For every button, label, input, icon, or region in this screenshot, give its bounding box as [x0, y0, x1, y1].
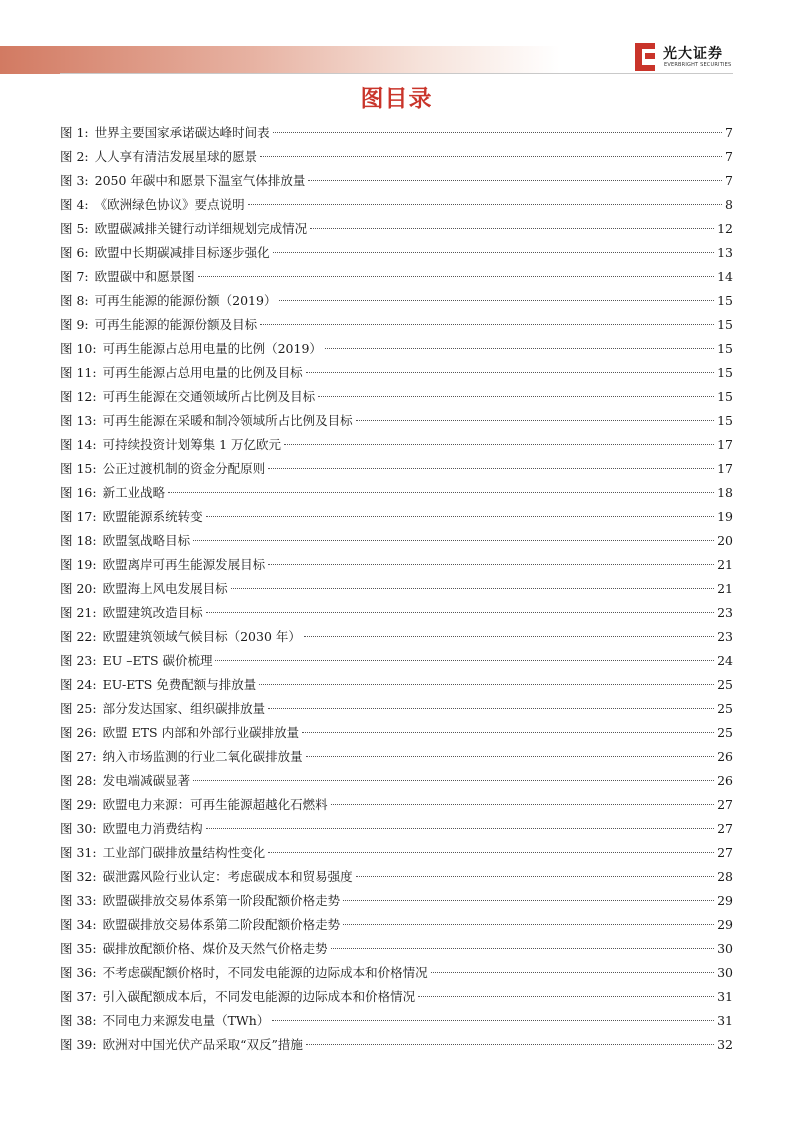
- toc-entry-label: [60, 817, 203, 841]
- brand-subtitle: EVERBRIGHT SECURITIES: [664, 62, 732, 68]
- toc-entry[interactable]: [60, 817, 733, 841]
- toc-page-number: 24: [717, 653, 733, 668]
- toc-figure-caption: 不考虑碳配额价格时，不同发电能源的边际成本和价格情况: [102, 965, 428, 980]
- toc-entry-label: [60, 241, 270, 265]
- toc-figure-number: 图 15:: [60, 461, 97, 476]
- toc-figure-caption: 欧盟碳排放交易体系第一阶段配额价格走势: [102, 893, 341, 908]
- toc-entry[interactable]: [60, 961, 733, 985]
- toc-figure-caption: 欧盟 ETS 内部和外部行业碳排放量: [102, 725, 300, 740]
- toc-figure-number: 图 33:: [60, 893, 97, 908]
- toc-entry[interactable]: [60, 673, 733, 697]
- toc-page-number: 17: [717, 461, 733, 476]
- toc-entry[interactable]: [60, 313, 733, 337]
- toc-leader-dots: [356, 876, 714, 877]
- toc-figure-number: 图 30:: [60, 821, 97, 836]
- toc-page-number: 26: [717, 749, 733, 764]
- toc-entry[interactable]: [60, 913, 733, 937]
- toc-leader-dots: [356, 420, 714, 421]
- toc-figure-number: 图 21:: [60, 605, 97, 620]
- toc-figure-number: 图 19:: [60, 557, 97, 572]
- toc-entry-label: [60, 385, 315, 409]
- toc-figure-caption: 欧盟碳中和愿景图: [94, 269, 195, 284]
- toc-figure-number: 图 28:: [60, 773, 97, 788]
- toc-figure-caption: 不同电力来源发电量（TWh）: [102, 1013, 270, 1028]
- toc-entry[interactable]: [60, 409, 733, 433]
- toc-figure-caption: 欧盟电力来源：可再生能源超越化石燃料: [102, 797, 328, 812]
- toc-figure-caption: 欧盟电力消费结构: [102, 821, 203, 836]
- toc-entry[interactable]: [60, 745, 733, 769]
- toc-figure-caption: 工业部门碳排放量结构性变化: [102, 845, 266, 860]
- toc-figure-number: 图 10:: [60, 341, 97, 356]
- toc-page-number: 23: [717, 605, 733, 620]
- toc-entry[interactable]: [60, 217, 733, 241]
- toc-figure-caption: 碳泄露风险行业认定：考虑碳成本和贸易强度: [102, 869, 353, 884]
- toc-entry-label: [60, 529, 190, 553]
- toc-entry[interactable]: [60, 289, 733, 313]
- toc-figure-number: 图 12:: [60, 389, 97, 404]
- toc-page-number: 7: [725, 149, 733, 164]
- toc-figure-caption: 欧盟氢战略目标: [102, 533, 191, 548]
- toc-figure-number: 图 20:: [60, 581, 97, 596]
- toc-leader-dots: [231, 588, 714, 589]
- toc-page-number: 27: [717, 797, 733, 812]
- toc-page-number: 7: [725, 125, 733, 140]
- toc-entry-label: [60, 577, 228, 601]
- toc-page-number: 15: [717, 317, 733, 332]
- toc-entry[interactable]: [60, 1033, 733, 1057]
- toc-entry-label: [60, 601, 203, 625]
- toc-figure-number: 图 36:: [60, 965, 97, 980]
- toc-leader-dots: [259, 684, 714, 685]
- toc-entry[interactable]: [60, 241, 733, 265]
- toc-page-number: 29: [717, 893, 733, 908]
- toc-figure-number: 图 5:: [60, 221, 89, 236]
- toc-entry[interactable]: [60, 433, 733, 457]
- toc-figure-caption: 欧盟建筑改造目标: [102, 605, 203, 620]
- toc-leader-dots: [248, 204, 722, 205]
- toc-entry-label: [60, 289, 276, 313]
- toc-leader-dots: [418, 996, 714, 997]
- toc-figure-caption: 欧盟建筑领域气候目标（2030 年）: [102, 629, 301, 644]
- toc-figure-caption: 2050 年碳中和愿景下温室气体排放量: [94, 173, 306, 188]
- toc-leader-dots: [325, 348, 714, 349]
- toc-figure-number: 图 35:: [60, 941, 97, 956]
- toc-entry[interactable]: [60, 721, 733, 745]
- toc-leader-dots: [318, 396, 714, 397]
- toc-entry-label: [60, 649, 212, 673]
- toc-figure-caption: 欧盟能源系统转变: [102, 509, 203, 524]
- toc-entry[interactable]: [60, 769, 733, 793]
- toc-leader-dots: [431, 972, 714, 973]
- header-color-band: [0, 46, 560, 74]
- toc-figure-number: 图 3:: [60, 173, 89, 188]
- toc-entry-label: [60, 1033, 303, 1057]
- toc-page-number: 13: [717, 245, 733, 260]
- toc-page-number: 21: [717, 581, 733, 596]
- toc-page-number: 15: [717, 389, 733, 404]
- toc-entry[interactable]: [60, 865, 733, 889]
- toc-figure-caption: 世界主要国家承诺碳达峰时间表: [94, 125, 270, 140]
- toc-leader-dots: [268, 564, 714, 565]
- toc-entry[interactable]: [60, 649, 733, 673]
- toc-page-number: 18: [717, 485, 733, 500]
- toc-page-number: 25: [717, 677, 733, 692]
- toc-figure-number: 图 34:: [60, 917, 97, 932]
- toc-page-number: 25: [717, 701, 733, 716]
- toc-figure-number: 图 13:: [60, 413, 97, 428]
- toc-leader-dots: [306, 1044, 714, 1045]
- toc-figure-caption: 部分发达国家、组织碳排放量: [102, 701, 266, 716]
- toc-leader-dots: [268, 852, 714, 853]
- toc-figure-caption: 引入碳配额成本后，不同发电能源的边际成本和价格情况: [102, 989, 416, 1004]
- toc-figure-caption: 可再生能源的能源份额（2019）: [94, 293, 277, 308]
- toc-entry[interactable]: [60, 361, 733, 385]
- toc-figure-caption: 可再生能源的能源份额及目标: [94, 317, 258, 332]
- toc-figure-caption: 可再生能源占总用电量的比例（2019）: [102, 341, 322, 356]
- toc-leader-dots: [302, 732, 714, 733]
- toc-entry-label: [60, 169, 305, 193]
- toc-entry[interactable]: [60, 985, 733, 1009]
- toc-entry[interactable]: [60, 481, 733, 505]
- toc-figure-number: 图 11:: [60, 365, 97, 380]
- toc-figure-caption: 可再生能源在交通领域所占比例及目标: [102, 389, 316, 404]
- toc-page-number: 31: [717, 1013, 733, 1028]
- toc-figure-number: 图 23:: [60, 653, 97, 668]
- toc-figure-caption: 纳入市场监测的行业二氧化碳排放量: [102, 749, 303, 764]
- toc-leader-dots: [206, 828, 714, 829]
- toc-entry[interactable]: [60, 697, 733, 721]
- toc-entry-label: [60, 913, 340, 937]
- toc-page-number: 26: [717, 773, 733, 788]
- toc-leader-dots: [310, 228, 714, 229]
- toc-entry-label: [60, 697, 265, 721]
- toc-figure-caption: 可再生能源在采暖和制冷领域所占比例及目标: [102, 413, 353, 428]
- toc-entry-label: [60, 433, 281, 457]
- toc-entry-label: [60, 673, 256, 697]
- toc-page-number: 8: [725, 197, 733, 212]
- toc-entry-label: [60, 193, 245, 217]
- toc-entry[interactable]: [60, 337, 733, 361]
- toc-entry-label: [60, 553, 265, 577]
- toc-figure-caption: 欧盟海上风电发展目标: [102, 581, 228, 596]
- toc-figure-number: 图 1:: [60, 125, 89, 140]
- toc-entry-label: [60, 337, 322, 361]
- toc-page-number: 29: [717, 917, 733, 932]
- toc-entry-label: [60, 313, 257, 337]
- toc-entry[interactable]: [60, 265, 733, 289]
- toc-figure-number: 图 26:: [60, 725, 97, 740]
- toc-leader-dots: [206, 516, 714, 517]
- toc-figure-caption: 欧盟碳排放交易体系第二阶段配额价格走势: [102, 917, 341, 932]
- toc-figure-number: 图 16:: [60, 485, 97, 500]
- toc-leader-dots: [193, 780, 714, 781]
- page-title: 图目录: [360, 86, 433, 112]
- toc-page-number: 30: [717, 941, 733, 956]
- toc-page-number: 15: [717, 293, 733, 308]
- toc-figure-caption: 欧洲对中国光伏产品采取“双反”措施: [102, 1037, 303, 1052]
- toc-leader-dots: [268, 708, 714, 709]
- toc-entry-label: [60, 457, 265, 481]
- toc-figure-number: 图 32:: [60, 869, 97, 884]
- toc-page-number: 19: [717, 509, 733, 524]
- toc-figure-caption: 人人享有清洁发展星球的愿景: [94, 149, 258, 164]
- toc-leader-dots: [284, 444, 714, 445]
- toc-page-number: 27: [717, 845, 733, 860]
- toc-figure-caption: 可再生能源占总用电量的比例及目标: [102, 365, 303, 380]
- toc-entry[interactable]: [60, 601, 733, 625]
- toc-page-number: 25: [717, 725, 733, 740]
- toc-page-number: 31: [717, 989, 733, 1004]
- toc-entry-label: [60, 265, 195, 289]
- toc-page-number: 7: [725, 173, 733, 188]
- toc-figure-caption: EU-ETS 免费配额与排放量: [102, 677, 257, 692]
- toc-leader-dots: [306, 756, 714, 757]
- toc-figure-caption: 碳排放配额价格、煤价及天然气价格走势: [102, 941, 328, 956]
- logo-mark-icon: [633, 42, 659, 72]
- toc-entry-label: [60, 145, 257, 169]
- toc-leader-dots: [215, 660, 714, 661]
- toc-figure-caption: 欧盟离岸可再生能源发展目标: [102, 557, 266, 572]
- toc-figure-number: 图 7:: [60, 269, 89, 284]
- brand-name: 光大证券: [663, 46, 723, 62]
- toc-entry-label: [60, 625, 301, 649]
- toc-figure-caption: 新工业战略: [102, 485, 166, 500]
- toc-page-number: 12: [717, 221, 733, 236]
- toc-page-number: 15: [717, 341, 733, 356]
- toc-figure-number: 图 6:: [60, 245, 89, 260]
- toc-leader-dots: [273, 132, 722, 133]
- toc-page-number: 20: [717, 533, 733, 548]
- toc-figure-number: 图 24:: [60, 677, 97, 692]
- toc-entry-label: [60, 217, 307, 241]
- toc-figure-number: 图 4:: [60, 197, 89, 212]
- toc-leader-dots: [331, 804, 714, 805]
- toc-leader-dots: [198, 276, 714, 277]
- toc-figure-number: 图 18:: [60, 533, 97, 548]
- toc-page-number: 15: [717, 365, 733, 380]
- toc-figure-number: 图 2:: [60, 149, 89, 164]
- toc-entry[interactable]: [60, 505, 733, 529]
- toc-entry-label: [60, 793, 328, 817]
- toc-figure-number: 图 9:: [60, 317, 89, 332]
- toc-figure-number: 图 39:: [60, 1037, 97, 1052]
- toc-entry[interactable]: [60, 529, 733, 553]
- toc-entry[interactable]: [60, 577, 733, 601]
- toc-figure-number: 图 31:: [60, 845, 97, 860]
- toc-entry-label: [60, 481, 165, 505]
- toc-figure-number: 图 27:: [60, 749, 97, 764]
- toc-figure-caption: 《欧洲绿色协议》要点说明: [94, 197, 245, 212]
- toc-leader-dots: [273, 252, 714, 253]
- toc-leader-dots: [279, 300, 714, 301]
- toc-leader-dots: [260, 156, 722, 157]
- toc-entry-label: [60, 721, 299, 745]
- toc-entry[interactable]: [60, 553, 733, 577]
- toc-entry[interactable]: [60, 193, 733, 217]
- toc-entry-label: [60, 769, 190, 793]
- toc-entry-label: [60, 745, 303, 769]
- toc-figure-caption: 可持续投资计划筹集 1 万亿欧元: [102, 437, 281, 452]
- toc-entry[interactable]: [60, 385, 733, 409]
- toc-page-number: 14: [717, 269, 733, 284]
- toc-page-number: 21: [717, 557, 733, 572]
- toc-leader-dots: [331, 948, 714, 949]
- toc-figure-number: 图 38:: [60, 1013, 97, 1028]
- toc-entry-label: [60, 889, 340, 913]
- toc-entry[interactable]: [60, 841, 733, 865]
- toc-page-number: 30: [717, 965, 733, 980]
- toc-page-number: 28: [717, 869, 733, 884]
- toc-entry-label: [60, 1009, 269, 1033]
- toc-entry-label: [60, 937, 328, 961]
- toc-entry[interactable]: [60, 1009, 733, 1033]
- toc-entry[interactable]: [60, 457, 733, 481]
- toc-figure-number: 图 29:: [60, 797, 97, 812]
- toc-page-number: 15: [717, 413, 733, 428]
- figure-toc-list: [60, 121, 733, 1057]
- toc-entry-label: [60, 961, 428, 985]
- toc-entry-label: [60, 409, 353, 433]
- toc-leader-dots: [308, 180, 722, 181]
- brand-logo: [633, 42, 737, 72]
- toc-leader-dots: [260, 324, 714, 325]
- toc-entry-label: [60, 985, 415, 1009]
- toc-entry[interactable]: [60, 937, 733, 961]
- toc-page-number: 23: [717, 629, 733, 644]
- toc-leader-dots: [306, 372, 714, 373]
- toc-entry[interactable]: [60, 169, 733, 193]
- toc-leader-dots: [272, 1020, 714, 1021]
- toc-figure-caption: EU –ETS 碳价梳理: [102, 653, 213, 668]
- toc-figure-number: 图 22:: [60, 629, 97, 644]
- toc-page-number: 32: [717, 1037, 733, 1052]
- toc-leader-dots: [343, 924, 714, 925]
- toc-entry[interactable]: [60, 793, 733, 817]
- toc-figure-number: 图 14:: [60, 437, 97, 452]
- toc-entry-label: [60, 505, 203, 529]
- toc-figure-caption: 欧盟中长期碳减排目标逐步强化: [94, 245, 270, 260]
- toc-leader-dots: [304, 636, 714, 637]
- toc-figure-number: 图 8:: [60, 293, 89, 308]
- toc-figure-caption: 欧盟碳减排关键行动详细规划完成情况: [94, 221, 308, 236]
- toc-entry[interactable]: [60, 889, 733, 913]
- toc-entry-label: [60, 841, 265, 865]
- toc-entry-label: [60, 865, 353, 889]
- toc-entry[interactable]: [60, 121, 733, 145]
- toc-figure-number: 图 25:: [60, 701, 97, 716]
- toc-figure-caption: 发电端减碳显著: [102, 773, 191, 788]
- toc-leader-dots: [193, 540, 714, 541]
- toc-figure-number: 图 37:: [60, 989, 97, 1004]
- toc-figure-caption: 公正过渡机制的资金分配原则: [102, 461, 266, 476]
- toc-leader-dots: [168, 492, 714, 493]
- toc-figure-number: 图 17:: [60, 509, 97, 524]
- toc-leader-dots: [206, 612, 714, 613]
- toc-page-number: 27: [717, 821, 733, 836]
- header-divider: [60, 73, 733, 74]
- toc-leader-dots: [343, 900, 714, 901]
- toc-entry[interactable]: [60, 625, 733, 649]
- toc-page-number: 17: [717, 437, 733, 452]
- toc-entry-label: [60, 361, 303, 385]
- toc-leader-dots: [268, 468, 714, 469]
- toc-entry[interactable]: [60, 145, 733, 169]
- toc-entry-label: [60, 121, 270, 145]
